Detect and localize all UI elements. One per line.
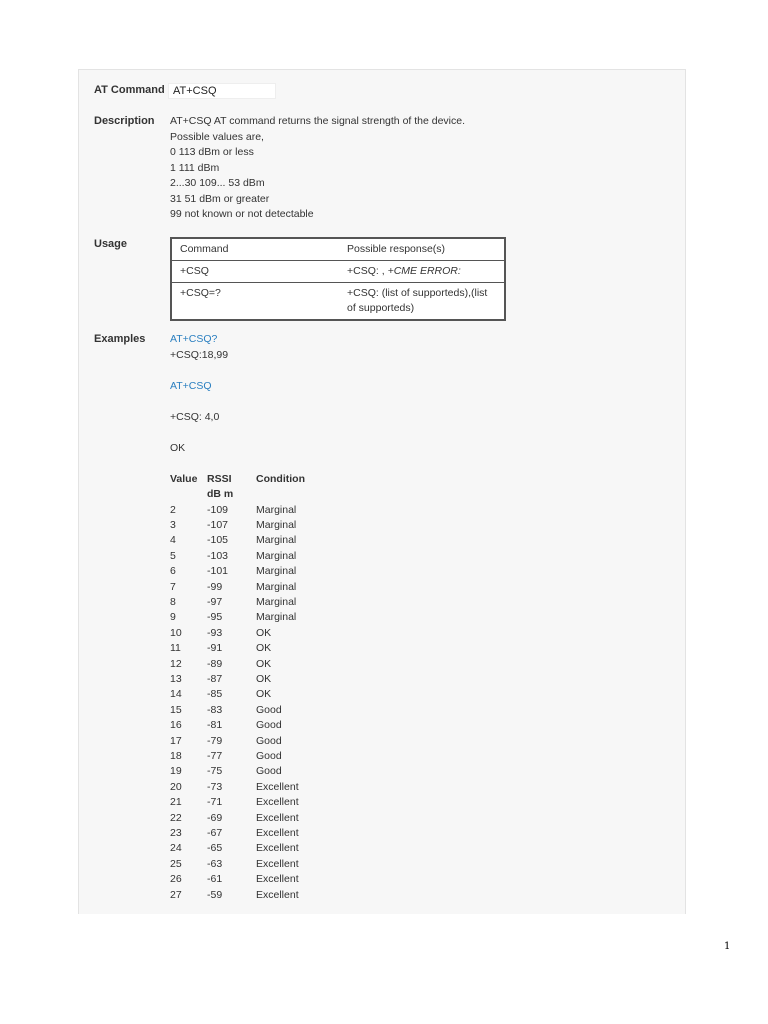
rssi-value-cell: 15 <box>170 703 182 716</box>
page-number: 1 <box>724 941 731 952</box>
rssi-value-cell: 4 <box>170 534 176 547</box>
rssi-row <box>170 826 305 841</box>
rssi-value-cell: 18 <box>170 750 182 762</box>
rssi-condition-cell: Marginal <box>256 518 297 531</box>
rssi-header-value: Value <box>170 472 198 485</box>
rssi-condition-cell: Excellent <box>256 888 299 901</box>
rssi-row <box>170 657 305 672</box>
description-line: AT+CSQ AT command returns the signal strength of the device. <box>170 115 466 127</box>
rssi-value-cell: 10 <box>170 626 182 639</box>
rssi-row <box>170 780 305 795</box>
rssi-dbm-cell: -61 <box>207 873 223 886</box>
rssi-row <box>170 564 305 579</box>
rssi-condition-cell: Marginal <box>256 611 297 624</box>
rssi-condition-cell: Excellent <box>256 796 299 809</box>
rssi-value-cell: 26 <box>170 873 182 886</box>
usage-table <box>170 237 506 321</box>
rssi-value-cell: 24 <box>170 842 182 855</box>
rssi-condition-cell: Good <box>256 750 282 762</box>
description-line: 99 not known or not detectable <box>170 208 314 220</box>
rssi-dbm-cell: -93 <box>207 626 223 639</box>
rssi-dbm-cell: -81 <box>207 719 223 732</box>
rssi-table <box>170 472 305 904</box>
rssi-condition-cell: Excellent <box>256 811 299 824</box>
rssi-condition-cell: OK <box>256 657 272 670</box>
examples-label: Examples <box>94 333 146 345</box>
command-reference-panel <box>78 69 686 914</box>
description-line: 2...30 109... 53 dBm <box>170 177 265 189</box>
description-line: 0 113 dBm or less <box>170 146 254 158</box>
rssi-condition-cell: Excellent <box>256 842 299 855</box>
rssi-value-cell: 8 <box>170 595 176 608</box>
rssi-condition-cell: Marginal <box>256 580 297 593</box>
rssi-value-cell: 23 <box>170 827 182 840</box>
rssi-row <box>170 718 305 733</box>
usage-response-text: +CSQ: , <box>347 265 388 277</box>
rssi-row <box>170 749 305 764</box>
usage-response-error: +CME ERROR: <box>387 265 461 277</box>
rssi-row <box>170 549 305 564</box>
rssi-row <box>170 610 305 625</box>
rssi-value-cell: 14 <box>170 688 182 701</box>
rssi-row <box>170 795 305 810</box>
example-query-link[interactable]: AT+CSQ <box>170 379 212 392</box>
rssi-condition-cell: Marginal <box>256 534 297 547</box>
rssi-dbm-cell: -89 <box>207 657 223 670</box>
usage-response <box>339 261 505 283</box>
rssi-row <box>170 841 305 856</box>
rssi-condition-cell: Excellent <box>256 780 299 793</box>
description-line: Possible values are, <box>170 130 264 143</box>
rssi-dbm-cell: -71 <box>207 796 223 809</box>
rssi-dbm-cell: -105 <box>207 534 229 547</box>
example-result: +CSQ:18,99 <box>170 348 229 361</box>
rssi-value-cell: 5 <box>170 549 176 562</box>
rssi-value-cell: 21 <box>170 796 182 809</box>
at-command-label: AT Command <box>94 84 165 96</box>
rssi-row <box>170 703 305 718</box>
rssi-dbm-cell: -95 <box>207 611 223 624</box>
rssi-condition-cell: OK <box>256 642 272 655</box>
rssi-value-cell: 20 <box>170 780 182 793</box>
rssi-condition-cell: Good <box>256 703 282 716</box>
rssi-row <box>170 687 305 702</box>
rssi-value-cell: 16 <box>170 719 182 732</box>
rssi-dbm-cell: -87 <box>207 672 223 685</box>
rssi-row <box>170 888 305 903</box>
usage-header-response: Possible response(s) <box>339 238 505 261</box>
examples-section <box>170 332 305 903</box>
rssi-dbm-cell: -79 <box>207 734 223 747</box>
rssi-table-body <box>170 503 305 904</box>
rssi-dbm-cell: -85 <box>207 688 223 701</box>
rssi-header-rssi <box>207 472 256 503</box>
rssi-condition-cell: Excellent <box>256 827 299 840</box>
rssi-value-cell: 6 <box>170 565 176 578</box>
rssi-dbm-cell: -67 <box>207 827 223 840</box>
rssi-condition-cell: Marginal <box>256 595 297 608</box>
rssi-header-condition: Condition <box>256 472 305 485</box>
rssi-value-cell: 9 <box>170 611 176 624</box>
rssi-condition-cell: Marginal <box>256 503 297 516</box>
rssi-value-cell: 17 <box>170 734 182 747</box>
rssi-row <box>170 872 305 887</box>
rssi-dbm-cell: -99 <box>207 580 223 593</box>
rssi-row <box>170 641 305 656</box>
rssi-value-cell: 11 <box>170 642 181 655</box>
rssi-dbm-cell: -65 <box>207 842 223 855</box>
rssi-row <box>170 857 305 872</box>
usage-response-text: +CSQ: (list of supporteds),(list of supporteds) <box>347 287 488 314</box>
rssi-row <box>170 533 305 548</box>
rssi-dbm-cell: -69 <box>207 811 223 824</box>
rssi-value-cell: 13 <box>170 672 182 685</box>
example-result: +CSQ: 4,0 <box>170 410 220 423</box>
rssi-row <box>170 595 305 610</box>
rssi-row <box>170 764 305 779</box>
rssi-condition-cell: Good <box>256 734 282 747</box>
usage-response <box>339 283 505 321</box>
rssi-dbm-cell: -97 <box>207 595 223 608</box>
rssi-row <box>170 734 305 749</box>
rssi-condition-cell: Excellent <box>256 873 299 886</box>
usage-label: Usage <box>94 238 128 250</box>
rssi-condition-cell: Excellent <box>256 857 299 870</box>
rssi-row <box>170 580 305 595</box>
rssi-row <box>170 811 305 826</box>
rssi-value-cell: 12 <box>170 657 182 670</box>
rssi-dbm-cell: -63 <box>207 857 223 870</box>
rssi-value-cell: 3 <box>170 518 176 531</box>
description-label: Description <box>94 115 155 127</box>
usage-header-row <box>171 238 505 261</box>
rssi-value-cell: 2 <box>170 503 176 516</box>
example-ok: OK <box>170 441 186 454</box>
rssi-value-cell: 25 <box>170 857 182 870</box>
rssi-condition-cell: Marginal <box>256 565 297 578</box>
rssi-row <box>170 503 305 518</box>
rssi-header-row <box>170 472 305 503</box>
rssi-dbm-cell: -109 <box>207 503 229 516</box>
rssi-dbm-cell: -75 <box>207 765 223 778</box>
description-text <box>170 114 465 223</box>
description-line: 31 51 dBm or greater <box>170 192 270 205</box>
description-line: 1 111 dBm <box>170 161 220 174</box>
rssi-condition-cell: OK <box>256 688 272 701</box>
usage-command: +CSQ <box>171 261 339 283</box>
rssi-row <box>170 626 305 641</box>
rssi-condition-cell: Good <box>256 765 282 778</box>
rssi-dbm-cell: -107 <box>207 518 229 531</box>
rssi-condition-cell: OK <box>256 626 272 639</box>
at-command-value: AT+CSQ <box>168 83 276 99</box>
rssi-condition-cell: OK <box>256 672 272 685</box>
rssi-dbm-cell: -91 <box>207 642 223 655</box>
rssi-dbm-cell: -103 <box>207 549 229 562</box>
rssi-dbm-cell: -73 <box>207 780 223 793</box>
rssi-value-cell: 22 <box>170 811 182 824</box>
rssi-dbm-cell: -101 <box>207 565 229 578</box>
rssi-condition-cell: Good <box>256 719 282 732</box>
usage-header-command: Command <box>171 238 339 261</box>
rssi-row <box>170 672 305 687</box>
rssi-row <box>170 518 305 533</box>
usage-command: +CSQ=? <box>171 283 339 321</box>
rssi-value-cell: 19 <box>170 765 182 778</box>
rssi-dbm-cell: -59 <box>207 888 223 901</box>
rssi-dbm-cell: -77 <box>207 750 223 762</box>
rssi-dbm-cell: -83 <box>207 703 223 716</box>
usage-row <box>171 283 505 321</box>
usage-row <box>171 261 505 283</box>
rssi-value-cell: 27 <box>170 888 182 901</box>
rssi-condition-cell: Marginal <box>256 549 297 562</box>
rssi-value-cell: 7 <box>170 580 176 593</box>
rssi-header-rssi-text: RSSI dB m <box>207 472 234 500</box>
example-query-link[interactable]: AT+CSQ? <box>170 333 218 345</box>
